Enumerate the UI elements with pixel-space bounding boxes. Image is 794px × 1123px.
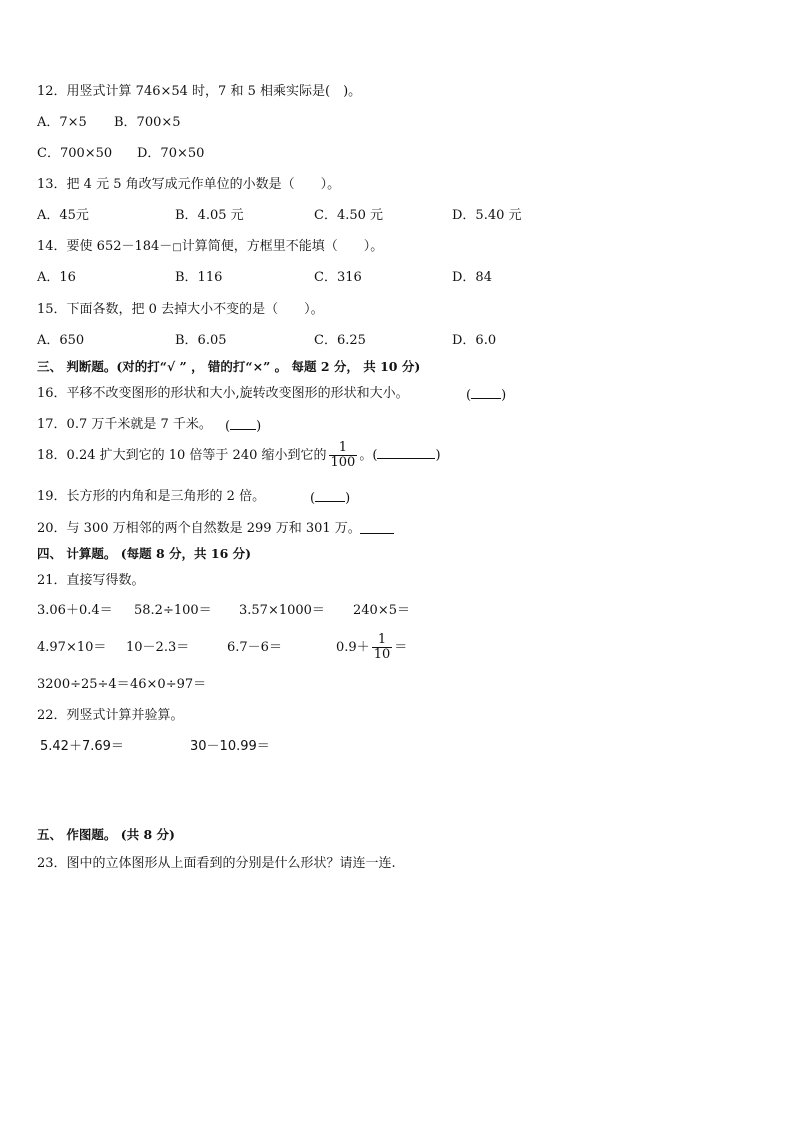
q20-answer-blank[interactable] xyxy=(360,521,394,539)
q15-option-c: C．6.25 xyxy=(314,333,366,348)
q14-option-d: D．84 xyxy=(452,270,492,285)
calc-item: 10－2.3＝ xyxy=(126,640,190,655)
q21-stem: 21．直接写得数。 xyxy=(37,573,145,588)
q15-option-b: B．6.05 xyxy=(175,333,227,348)
q18-stem xyxy=(37,441,441,470)
calc-item: 3.57×1000＝ xyxy=(239,603,325,618)
q14-option-b: B．116 xyxy=(175,270,223,285)
section3-title: 三、 判断题。(对的打“√ ” ， 错的打“×” 。 每题 2 分， 共 10 分) xyxy=(37,359,421,374)
q18-stem-post: 。 xyxy=(359,448,373,463)
q12-option-a: A．7×5 xyxy=(37,115,87,130)
calc-item: 4.97×10＝ xyxy=(37,640,107,655)
q13-option-c: C．4.50 元 xyxy=(314,208,384,223)
q15-stem: 15．下面各数，把 0 去掉大小不变的是（ ）。 xyxy=(37,302,324,317)
q14-stem-post: 计算简便，方框里不能填（ ）。 xyxy=(181,239,384,254)
q15-option-a: A．650 xyxy=(37,333,85,348)
calc-item: 58.2÷100＝ xyxy=(134,603,212,618)
square-box-icon: □ xyxy=(172,242,182,253)
q18-fraction-numerator: 1 xyxy=(338,440,348,455)
q12-option-d: D．70×50 xyxy=(137,146,205,161)
q13-option-d: D．5.40 元 xyxy=(452,208,522,223)
q12-option-c: C．700×50 xyxy=(37,146,113,161)
q12-option-b: B．700×5 xyxy=(114,115,181,130)
q14-stem xyxy=(37,239,383,256)
calc-fraction-denominator: 10 xyxy=(373,647,391,662)
q14-stem-pre: 14．要使 652－184－ xyxy=(37,239,173,254)
calc-item: 6.7－6＝ xyxy=(227,640,282,655)
q23-stem: 23．图中的立体图形从上面看到的分别是什么形状？请连一连. xyxy=(37,856,396,871)
q13-option-b: B．4.05 元 xyxy=(175,208,244,223)
q13-stem: 13．把 4 元 5 角改写成元作单位的小数是（ ）。 xyxy=(37,177,341,192)
q14-option-a: A．16 xyxy=(37,270,76,285)
calc-item-fraction xyxy=(336,631,407,665)
calc-item: 240×5＝ xyxy=(353,603,410,618)
q14-option-c: C．316 xyxy=(314,270,362,285)
calc-item: 46×0÷97＝ xyxy=(130,677,207,692)
q19-answer-blank[interactable]: ( ) xyxy=(310,491,351,506)
calc-item: 3.06＋0.4＝ xyxy=(37,603,113,618)
q16-answer-blank[interactable]: ( ) xyxy=(466,388,507,403)
q18-fraction xyxy=(329,441,358,470)
q18-answer-blank[interactable]: ( ) xyxy=(372,448,441,463)
calc-fraction xyxy=(372,633,393,662)
q20-stem: 20．与 300 万相邻的两个自然数是 299 万和 301 万。 xyxy=(37,521,361,536)
q12-stem: 12．用竖式计算 746×54 时，7 和 5 相乘实际是( )。 xyxy=(37,84,362,99)
calc-item: 3200÷25÷4＝ xyxy=(37,677,130,692)
q13-option-a: A．45元 xyxy=(37,208,89,223)
q17-stem: 17．0.7 万千米就是 7 千米。 xyxy=(37,417,212,432)
section4-title: 四、 计算题。 (每题 8 分，共 16 分) xyxy=(37,546,252,561)
q19-stem: 19．长方形的内角和是三角形的 2 倍。 xyxy=(37,489,266,504)
calc-item-prefix: 0.9＋ xyxy=(336,640,370,655)
section5-title: 五、 作图题。 (共 8 分) xyxy=(37,827,175,842)
q18-stem-pre: 18．0.24 扩大到它的 10 倍等于 240 缩小到它的 xyxy=(37,448,327,463)
vertical-calc-item: 30－10.99＝ xyxy=(190,739,270,754)
q18-fraction-denominator: 100 xyxy=(330,455,356,470)
q17-answer-blank[interactable]: ( ) xyxy=(225,419,262,434)
q15-option-d: D．6.0 xyxy=(452,333,497,348)
q22-stem: 22．列竖式计算并验算。 xyxy=(37,708,184,723)
calc-item-equals: ＝ xyxy=(394,640,408,655)
calc-fraction-numerator: 1 xyxy=(377,632,387,647)
q16-stem: 16．平移不改变图形的形状和大小,旋转改变图形的形状和大小。 xyxy=(37,386,409,401)
vertical-calc-item: 5.42＋7.69＝ xyxy=(40,739,124,754)
